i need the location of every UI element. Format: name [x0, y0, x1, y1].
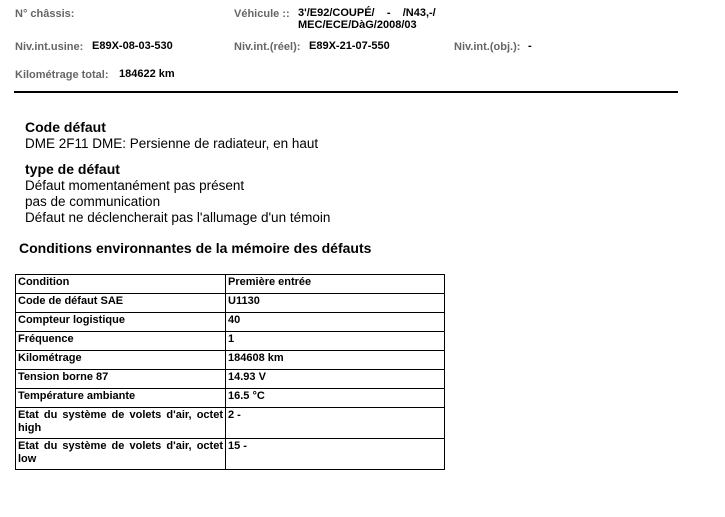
table-row [16, 408, 445, 439]
table-row [16, 294, 445, 313]
table-cell-label: Fréquence [16, 332, 226, 351]
niv-obj-value: - [528, 40, 532, 52]
niv-obj-label: Niv.int.(obj.): [454, 41, 521, 53]
table-row [16, 332, 445, 351]
conditions-heading: Conditions environnantes de la mémoire des défauts [19, 240, 372, 256]
table-cell-label: Tension borne 87 [16, 370, 226, 389]
km-total-value: 184622 km [119, 68, 175, 80]
km-total-label: Kilométrage total: [15, 69, 109, 81]
table-cell-label: Température ambiante [16, 389, 226, 408]
chassis-label: N° châssis: [15, 8, 75, 20]
table-cell-label: Etat du système de volets d'air, octet high [16, 408, 226, 439]
niv-usine-value: E89X-08-03-530 [92, 40, 173, 52]
table-cell-value: 14.93 V [226, 370, 445, 389]
table-cell-value: 16.5 °C [226, 389, 445, 408]
conditions-table [15, 274, 445, 470]
table-cell-label: Kilométrage [16, 351, 226, 370]
fault-type-line: Défaut ne déclencherait pas l'allumage d'un témoin [25, 210, 331, 225]
fault-type-line: Défaut momentanément pas présent [25, 178, 245, 193]
vehicle-value-line2: MEC/ECE/DàG/2008/03 [298, 19, 417, 31]
niv-reel-value: E89X-21-07-550 [309, 40, 390, 52]
table-row [16, 389, 445, 408]
table-cell-label: Condition [16, 275, 226, 294]
table-row [16, 351, 445, 370]
table-cell-label: Code de défaut SAE [16, 294, 226, 313]
vehicle-label: Véhicule :: [234, 8, 290, 20]
table-cell-value: U1130 [226, 294, 445, 313]
fault-type-line: pas de communication [25, 194, 161, 209]
fault-type-heading: type de défaut [25, 161, 120, 177]
table-cell-value: 40 [226, 313, 445, 332]
header-divider [14, 91, 678, 93]
table-row [16, 275, 445, 294]
niv-reel-label: Niv.int.(réel): [234, 41, 301, 53]
table-row [16, 313, 445, 332]
niv-usine-label: Niv.int.usine: [15, 41, 84, 53]
table-cell-value: 184608 km [226, 351, 445, 370]
vehicle-value-line1: 3'/E92/COUPÉ/ - /N43,-/ [298, 7, 436, 19]
fault-code-text: DME 2F11 DME: Persienne de radiateur, en haut [25, 136, 319, 151]
table-row [16, 439, 445, 470]
table-cell-label: Compteur logistique [16, 313, 226, 332]
table-cell-value: 2 - [226, 408, 445, 439]
table-cell-label: Etat du système de volets d'air, octet low [16, 439, 226, 470]
table-cell-value: 15 - [226, 439, 445, 470]
table-cell-value: 1 [226, 332, 445, 351]
table-row [16, 370, 445, 389]
fault-code-heading: Code défaut [25, 119, 106, 135]
table-cell-value: Première entrée [226, 275, 445, 294]
